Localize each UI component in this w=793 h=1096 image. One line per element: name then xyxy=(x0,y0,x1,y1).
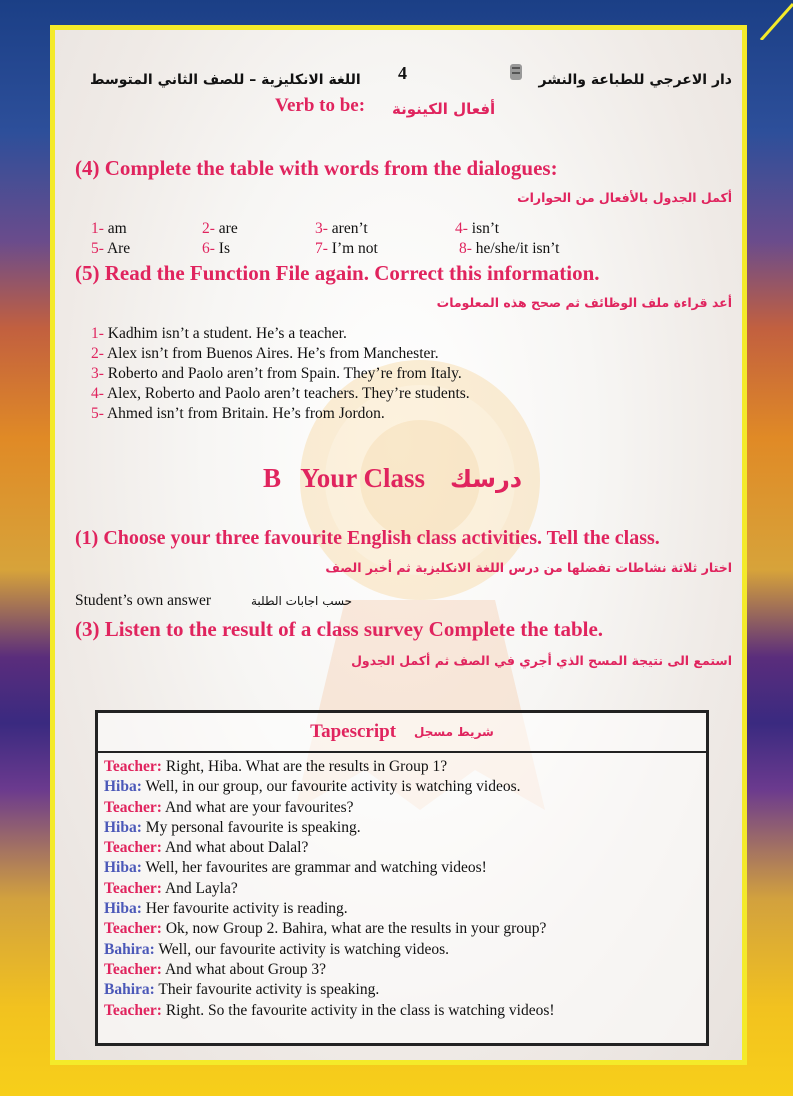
publisher-logo-icon xyxy=(507,60,525,84)
tapescript-title: Tapescript xyxy=(310,721,397,742)
exercise-4-arabic: أكمل الجدول بالأفعال من الحوارات xyxy=(517,190,732,205)
tapescript-line: Teacher: And Layla? xyxy=(104,879,238,897)
tapescript-line: Bahira: Their favourite activity is speaking. xyxy=(104,981,380,999)
exercise-3-arabic: استمع الى نتيجة المسح الذي أجري في الصف ثم أكمل الجدول xyxy=(351,653,732,668)
tapescript-arabic: شريط مسجل xyxy=(414,725,494,739)
page-frame xyxy=(50,25,747,1065)
exercise-4-title: (4) Complete the table with words from the dialogues: xyxy=(75,156,558,180)
header-subject: اللغة الانكليزية – للصف الثاني المتوسط xyxy=(90,72,361,88)
ex5-item-4: 4- Alex, Roberto and Paolo aren’t teachers. They’re students. xyxy=(91,385,470,402)
exercise-5-arabic: أعد قراءة ملف الوظائف ثم صحح هذه المعلومات xyxy=(436,295,732,310)
tapescript-line: Bahira: Well, our favourite activity is watching videos. xyxy=(104,940,450,958)
ex5-item-2: 2- Alex isn’t from Buenos Aires. He’s from Manchester. xyxy=(91,345,439,362)
ex4-item-7: 7- I’m not xyxy=(315,240,378,257)
verb-to-be-arabic: أفعال الكينونة xyxy=(392,100,496,118)
tapescript-box xyxy=(95,710,709,1046)
tapescript-line: Teacher: And what are your favourites? xyxy=(104,798,354,816)
ex4-item-6: 6- Is xyxy=(202,240,230,257)
tapescript-line: Teacher: Right, Hiba. What are the results in Group 1? xyxy=(104,758,448,775)
tapescript-line: Hiba: My personal favourite is speaking. xyxy=(104,818,361,836)
ex4-item-2: 2- are xyxy=(202,220,238,237)
header-publisher: دار الاعرجي للطباعة والنشر xyxy=(538,72,732,88)
ex4-item-3: 3- aren’t xyxy=(315,220,368,237)
tapescript-header xyxy=(98,713,706,753)
student-answer-arabic: حسب اجابات الطلبة xyxy=(251,594,353,608)
tapescript-line: Teacher: Ok, now Group 2. Bahira, what are the results in your group? xyxy=(104,920,547,938)
exercise-3-title: (3) Listen to the result of a class survey Complete the table. xyxy=(75,617,604,641)
tapescript-line: Teacher: And what about Dalal? xyxy=(104,839,309,857)
tapescript-lines xyxy=(98,753,706,1021)
ex5-item-5: 5- Ahmed isn’t from Britain. He’s from Jordon. xyxy=(91,405,385,422)
page-number: 4 xyxy=(398,63,407,83)
ex5-item-1: 1- Kadhim isn’t a student. He’s a teacher. xyxy=(91,325,347,342)
student-answer: Student’s own answer xyxy=(75,592,212,609)
tapescript-line: Hiba: Well, her favourites are grammar and watching videos! xyxy=(104,859,487,877)
section-b-title: B Your Class xyxy=(263,463,426,493)
tapescript-line: Teacher: And what about Group 3? xyxy=(104,960,326,978)
ex4-item-4: 4- isn’t xyxy=(455,220,500,237)
ex5-item-3: 3- Roberto and Paolo aren’t from Spain. They’re from Italy. xyxy=(91,365,462,382)
ex4-item-5: 5- Are xyxy=(91,240,131,257)
verb-to-be-title: Verb to be: xyxy=(275,95,366,116)
tapescript-line: Teacher: Right. So the favourite activity in the class is watching videos! xyxy=(104,1001,555,1019)
tapescript-line: Hiba: Well, in our group, our favourite activity is watching videos. xyxy=(104,778,521,796)
ex4-item-1: 1- am xyxy=(91,220,127,237)
exercise-1-title: (1) Choose your three favourite English class activities. Tell the class. xyxy=(75,527,660,549)
tapescript-line: Hiba: Her favourite activity is reading. xyxy=(104,900,348,918)
ex4-item-8: 8- he/she/it isn’t xyxy=(459,240,560,257)
exercise-1-arabic: اختار ثلاثة نشاطات تفضلها من درس اللغة الانكليزية ثم أخبر الصف xyxy=(325,560,732,575)
exercise-5-title: (5) Read the Function File again. Correct this information. xyxy=(75,261,600,285)
section-b-arabic: درسك xyxy=(450,465,523,493)
